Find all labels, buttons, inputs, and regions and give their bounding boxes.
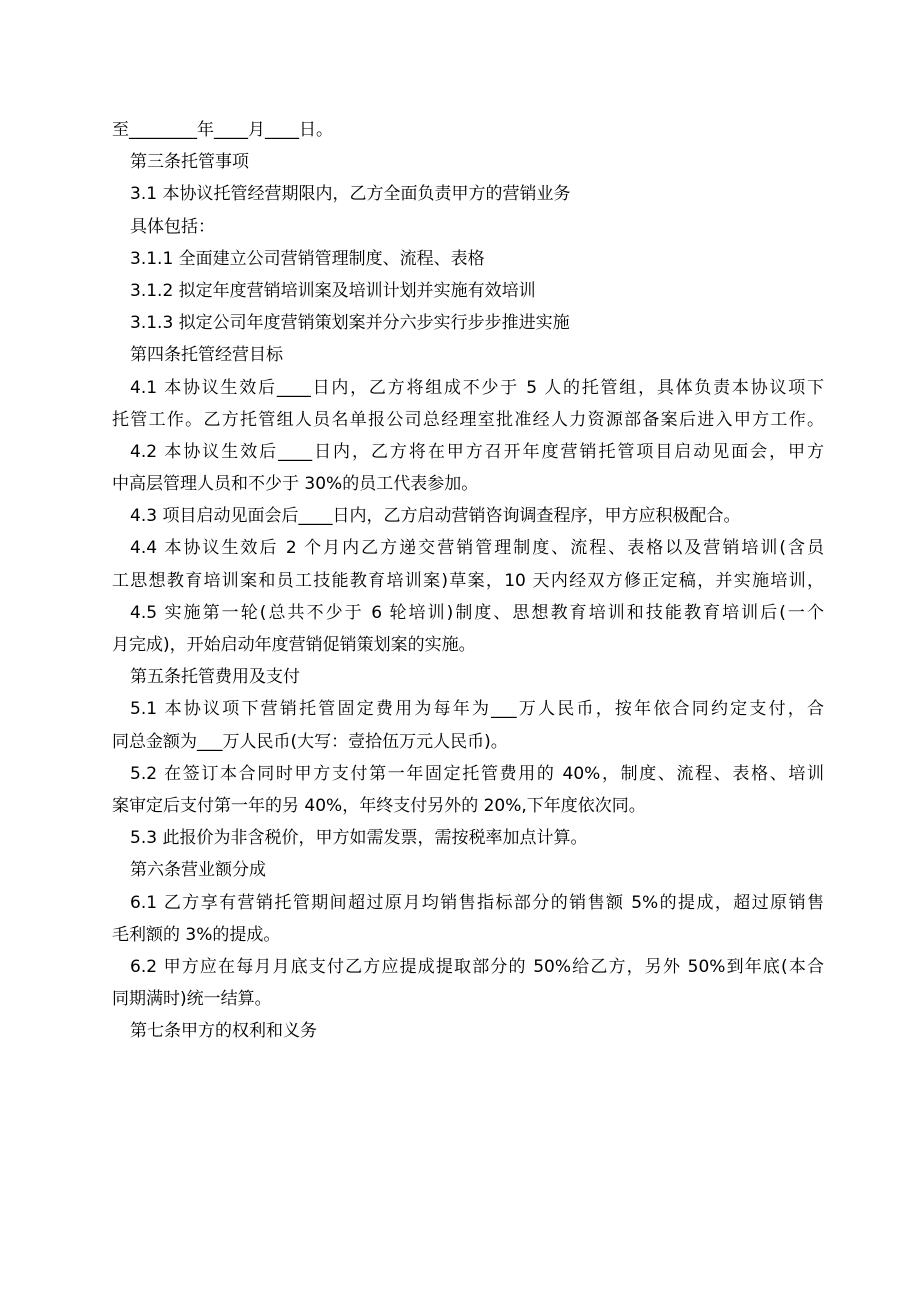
- text-line: 5.2 在签订本合同时甲方支付第一年固定托管费用的 40%，制度、流程、表格、培训: [130, 763, 824, 784]
- text-line: 4.3 项目启动见面会后____日内，乙方启动营销咨询调查程序，甲方应积极配合。: [130, 506, 741, 527]
- text-line: 月完成)，开始启动年度营销促销策划案的实施。: [112, 635, 476, 655]
- text-line: 3.1.1 全面建立公司营销管理制度、流程、表格: [130, 248, 485, 269]
- text-line: 至________年____月____日。: [112, 120, 333, 140]
- text-line: 案审定后支付第一年的另 40%，年终支付另外的 20%,下年度依次同。: [112, 795, 646, 816]
- text-line: 6.2 甲方应在每月月底支付乙方应提成提取部分的 50%给乙方，另外 50%到年底(本合: [130, 956, 824, 977]
- text-line: 6.1 乙方享有营销托管期间超过原月均销售指标部分的销售额 5%的提成，超过原销售: [130, 892, 824, 913]
- text-line: 5.3 此报价为非含税价，甲方如需发票，需按税率加点计算。: [130, 828, 588, 849]
- text-line: 4.1 本协议生效后____日内，乙方将组成不少于 5 人的托管组，具体负责本协议项下: [130, 377, 824, 398]
- section-heading: 第五条托管费用及支付: [130, 667, 300, 688]
- section-heading: 第七条甲方的权利和义务: [130, 1021, 317, 1042]
- text-line: 3.1 本协议托管经营期限内，乙方全面负责甲方的营销业务: [130, 184, 571, 205]
- text-line: 4.5 实施第一轮(总共不少于 6 轮培训)制度、思想教育培训和技能教育培训后(一个: [130, 602, 824, 623]
- text-line: 5.1 本协议项下营销托管固定费用为每年为___万人民币，按年依合同约定支付，合: [130, 699, 824, 720]
- text-line: 工思想教育培训案和员工技能教育培训案)草案，10 天内经双方修正定稿，并实施培训，: [112, 570, 824, 591]
- text-line: 4.2 本协议生效后____日内，乙方将在甲方召开年度营销托管项目启动见面会，甲方: [130, 441, 824, 462]
- text-line: 托管工作。乙方托管组人员名单报公司总经理室批准经人力资源部备案后进入甲方工作。: [112, 409, 824, 430]
- section-heading: 第四条托管经营目标: [130, 345, 283, 366]
- text-line: 具体包括：: [130, 216, 215, 237]
- document-body: [112, 114, 824, 1047]
- text-line: 4.4 本协议生效后 2 个月内乙方递交营销管理制度、流程、表格以及营销培训(含员: [130, 538, 824, 559]
- text-line: 中高层管理人员和不少于 30%的员工代表参加。: [112, 474, 479, 495]
- text-line: 同总金额为___万人民币(大写：壹拾伍万元人民币)。: [112, 731, 508, 752]
- text-line: 同期满时)统一结算。: [112, 989, 272, 1010]
- section-heading: 第六条营业额分成: [130, 860, 266, 881]
- text-line: 3.1.3 拟定公司年度营销策划案并分六步实行步步推进实施: [130, 313, 570, 334]
- section-heading: 第三条托管事项: [130, 152, 249, 173]
- text-line: 3.1.2 拟定年度营销培训案及培训计划并实施有效培训: [130, 280, 536, 301]
- text-line: 毛利额的 3%的提成。: [112, 924, 281, 945]
